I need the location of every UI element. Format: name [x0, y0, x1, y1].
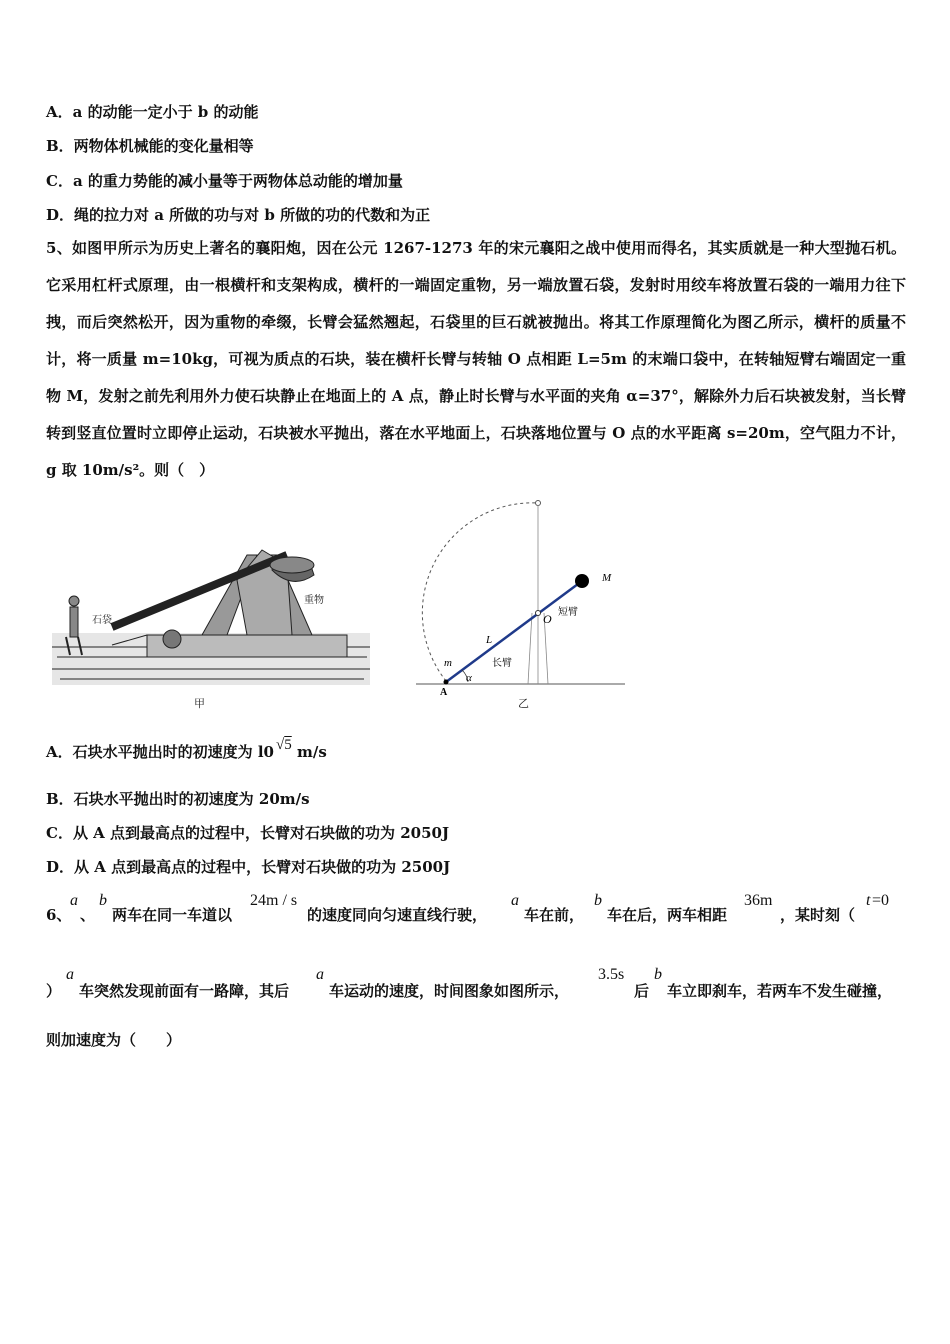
label-long-arm: 长臂: [492, 658, 512, 669]
q6-text-5: ，某时刻（: [780, 906, 856, 924]
label-short-arm: 短臂: [558, 607, 578, 618]
q6-text-7: 车突然发现前面有一路障，其后: [79, 982, 290, 1000]
fig-caption-yi: 乙: [518, 697, 529, 710]
q4-option-d: D．绳的拉力对 a 所做的功与对 b 所做的功的代数和为正: [46, 206, 431, 224]
q6-var-t: t: [866, 892, 871, 909]
label-alpha: α: [466, 672, 472, 684]
sqrt-symbol: √5: [276, 737, 292, 753]
q6-text-10: 车立即刹车，若两车不发生碰撞，: [667, 982, 893, 1000]
q6-number: 6、: [46, 906, 72, 924]
q6-var-b-2: b: [594, 892, 602, 909]
q6-var-a-4: a: [316, 966, 324, 983]
label-m: m: [444, 657, 452, 669]
q6-var-a: a: [70, 892, 78, 909]
q6-text-9: 后: [634, 982, 650, 1000]
q4-option-c: C．a 的重力势能的减小量等于两物体总动能的增加量: [46, 172, 403, 190]
label-stone-bag: 石袋: [92, 615, 112, 626]
q6-var-b-3: b: [654, 966, 662, 983]
lever-diagram: [410, 495, 632, 695]
q6-text-6: ）: [46, 982, 62, 1000]
label-A: A: [440, 687, 448, 695]
q6-text-2: 的速度同向匀速直线行驶，: [307, 906, 488, 924]
q5-stem: 5、如图甲所示为历史上著名的襄阳炮，因在公元 1267-1273 年的宋元襄阳之战中使用而得名，其实质就是一种大型抛石机。它采用杠杆式原理，由一根横杆和支架构成，横杆的一端固定重物，另一端放置石袋，发射时用绞车将放置石袋的一端用力往下拽，而后突然松开，因为重物的牵缀，长臂会猛然翘起，石袋里的巨石就被抛出。将其工作原理简化为图乙所示，横杆的质量不计，将一质量 m=10kg，可视为质点的石块，装在横杆长臂与转轴 O 点相距 L=5m 的末端口袋中，在转轴短臂右端固定一重物 M，发射之前先利用外力使石块静止在地面上的 A 点，静止时长臂与水平面的夹角 α=37°，解除外力后石块被发射，当长臂转到竖直位置时立即停止运动，石块被水平抛出，落在水平地面上，石块落地位置与 O 点的水平距离 s=20m，空气阻力不计，g 取 10m/s²。则（ ）: [46, 239, 906, 479]
q6-text-4: 车在后，两车相距: [607, 906, 728, 924]
q6-text-1: 两车在同一车道以: [112, 906, 233, 924]
q5-option-a-unit: m/s: [296, 743, 327, 761]
q4-option-b: B．两物体机械能的变化量相等: [46, 137, 254, 155]
q6-t-zero: =0: [872, 892, 890, 909]
q6-text-8: 车运动的速度，时间图象如图所示，: [329, 982, 570, 1000]
q6-speed: 24m / s: [250, 892, 298, 909]
q6-sep: 、: [80, 906, 96, 924]
q6-var-a-3: a: [66, 966, 74, 983]
q6-distance: 36m: [744, 892, 773, 909]
label-M: M: [602, 572, 612, 584]
label-L: L: [486, 634, 493, 646]
sqrt-value: 5: [284, 737, 292, 753]
fig-caption-jia: 甲: [194, 697, 205, 710]
q6-text-3: 车在前，: [524, 906, 585, 924]
q5-option-a: [46, 737, 327, 763]
q5-option-a-text: A．石块水平抛出时的初速度为 l0: [46, 743, 274, 761]
q5-option-b: B．石块水平抛出时的初速度为 20m/s: [46, 790, 310, 808]
q6-time: 3.5s: [598, 966, 625, 983]
q4-option-a: A．a 的动能一定小于 b 的动能: [46, 103, 259, 121]
q6-var-b: b: [99, 892, 107, 909]
trebuchet-illustration: [52, 535, 374, 695]
q6-var-a-2: a: [511, 892, 519, 909]
q6-text-11: 则加速度为（ ）: [46, 1031, 182, 1049]
label-weight: 重物: [304, 595, 324, 606]
q5-option-c: C．从 A 点到最高点的过程中，长臂对石块做的功为 2050J: [46, 824, 450, 842]
q5-option-d: D．从 A 点到最高点的过程中，长臂对石块做的功为 2500J: [46, 858, 451, 876]
label-O: O: [543, 612, 552, 626]
